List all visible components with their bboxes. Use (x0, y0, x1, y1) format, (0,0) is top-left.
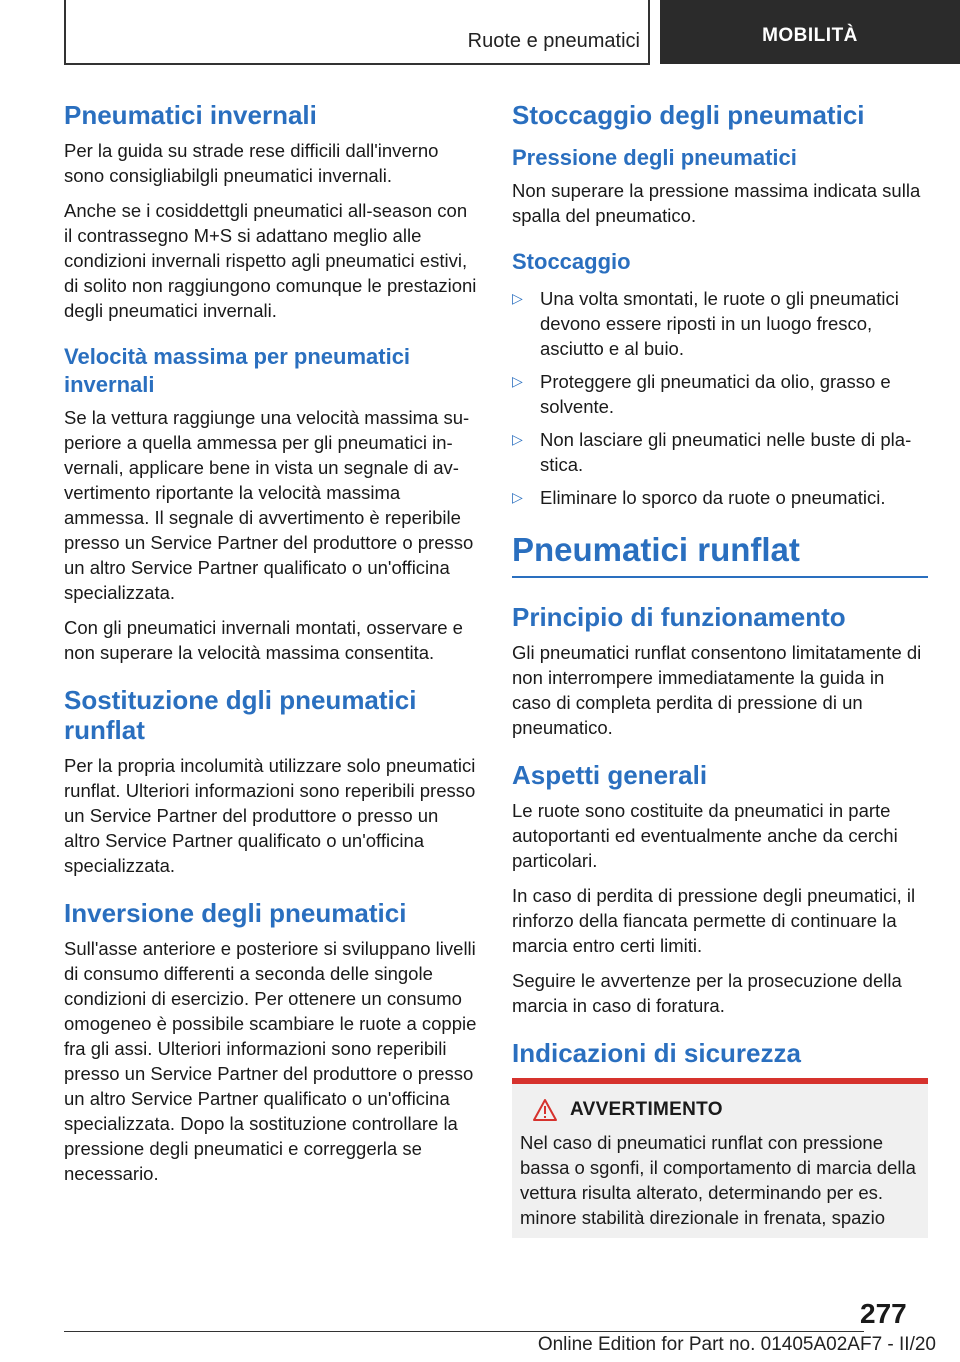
footer-rule (64, 1331, 864, 1332)
heading-operating-principle: Principio di funzionamento (512, 602, 846, 632)
heading-tyre-rotation: Inversione degli pneumatici (64, 898, 407, 928)
section-tyre-rotation (64, 898, 478, 1186)
paragraph: Non superare la pressione massima indicata sulla spalla del pneumatico. (512, 180, 921, 226)
list-item: ▷ Eliminare lo sporco da ruote o pneumatici. (512, 487, 886, 508)
heading-runflat-replacement: Sostituzione dgli pneumatici runflat (64, 685, 417, 745)
paragraph: In caso di perdita di pressione degli pneumatici, il rinforzo della fiancata permette di continuare la marcia entro certi limiti. (512, 885, 916, 956)
paragraph: Per la guida su strade rese difficili dall'inverno sono consigliabilgli pneumatici invernali. (64, 140, 439, 186)
paragraph: Per la propria incolumità utilizzare solo pneumatici runflat. Ulteriori informazioni sono reperibili presso un Service Partner del produttore o presso un altro Service Partner qualificato o un'officina specializzata. (64, 755, 476, 876)
header-chapter-tab (660, 0, 960, 64)
section-operating-principle (512, 602, 928, 740)
warning-text: Nel caso di pneumatici runflat con pressione bassa o sgonfi, il comportamento di marcia della vettura risulta alterato, determinando per es. minore stabilità direzionale in frenata, spazio (520, 1132, 916, 1228)
paragraph: Con gli pneumatici invernali montati, osservare e non superare la velocità massima consentita. (64, 617, 463, 663)
header-rule-middle (648, 0, 650, 64)
heading-safety-notes: Indicazioni di sicurezza (512, 1038, 801, 1068)
section-runflat-replacement (64, 685, 478, 878)
triangle-bullet-icon: ▷ (512, 489, 523, 505)
paragraph: Sull'asse anteriore e posteriore si sviluppano livelli di consumo differenti a seconda delle singole condizioni di esercizio. Per ottenere un consumo omogeneo è possibile scambiare le ruote a coppie fra gli assi. Ulteriori informazioni sono reperibili presso un Service Partner del produttore o presso un altro Service Partner qualificato o un'officina specializzata. Dopo la sostituzione controllare la pressione degli pneumatici e correggerla se necessario. (64, 938, 477, 1184)
warning-header (520, 1098, 920, 1122)
warning-triangle-icon (532, 1098, 558, 1122)
paragraph: Se la vettura raggiunge una velocità massima superiore a quella ammessa per gli pneumatici invernali, applicare bene in vista un segnale di avvertimento riportante la velocità massima ammessa. Il segnale di avvertimento è reperibile presso un Service Partner del produttore o presso un altro Service Partner qualificato o un'officina specializzata. (64, 407, 474, 603)
page-number: 277 (860, 1298, 907, 1329)
heading-max-speed: Velocità massima per pneumatici invernali (64, 344, 411, 397)
section-storage (512, 248, 928, 510)
left-column (64, 100, 478, 1206)
section-winter-tyres (64, 100, 478, 323)
section-max-speed (64, 343, 478, 665)
heading-general-aspects: Aspetti generali (512, 760, 708, 790)
paragraph: Gli pneumatici runflat consentono limitatamente di non interrompere immediatamente la guida in caso di completa perdita di pressione di un pneumatico. (512, 642, 922, 738)
section-general-aspects (512, 760, 928, 1018)
triangle-bullet-icon: ▷ (512, 431, 523, 447)
storage-list (512, 286, 928, 510)
heading-storage: Stoccaggio (512, 249, 631, 274)
warning-box (512, 1084, 928, 1238)
triangle-bullet-icon: ▷ (512, 290, 523, 306)
heading-tyre-pressure: Pressione degli pneumatici (512, 145, 797, 170)
header-section-title: Ruote e pneumatici (467, 30, 640, 52)
paragraph: Anche se i cosiddettgli pneumatici all-season con il contrassegno M+S si adattano meglio alle condizioni invernali rispetto agli pneumatici estivi, di solito non raggiungono comunque le prestazioni degli pneumatici invernali. (64, 200, 477, 321)
footer-edition: Online Edition for Part no. 01405A02AF7 - II/20 (537, 1334, 936, 1355)
section-tyre-pressure (512, 144, 928, 228)
paragraph: Seguire le avvertenze per la prosecuzione della marcia in caso di foratura. (512, 970, 902, 1016)
heading-tyre-storage: Stoccaggio degli pneumatici (512, 100, 865, 130)
list-item: ▷ Non lasciare gli pneumatici nelle buste di plastica. (512, 429, 912, 475)
right-column (512, 100, 928, 1238)
chapter-label: MOBILITÀ (762, 25, 858, 46)
header-rule-left (64, 0, 66, 64)
triangle-bullet-icon: ▷ (512, 373, 523, 389)
paragraph: Le ruote sono costituite da pneumatici in parte autoportanti ed eventualmente anche da cerchi particolari. (512, 800, 898, 871)
heading-rule (512, 576, 928, 578)
heading-winter-tyres: Pneumatici invernali (64, 100, 317, 130)
list-item: ▷ Proteggere gli pneumatici da olio, grasso e solvente. (512, 371, 891, 417)
header-rule-bottom (64, 63, 650, 65)
list-item: ▷ Una volta smontati, le ruote o gli pneumatici devono essere riposti in un luogo fresco, asciutto e al buio. (512, 288, 899, 359)
warning-title: AVVERTIMENTO (570, 1099, 723, 1120)
heading-runflat-tyres: Pneumatici runflat (512, 531, 800, 568)
